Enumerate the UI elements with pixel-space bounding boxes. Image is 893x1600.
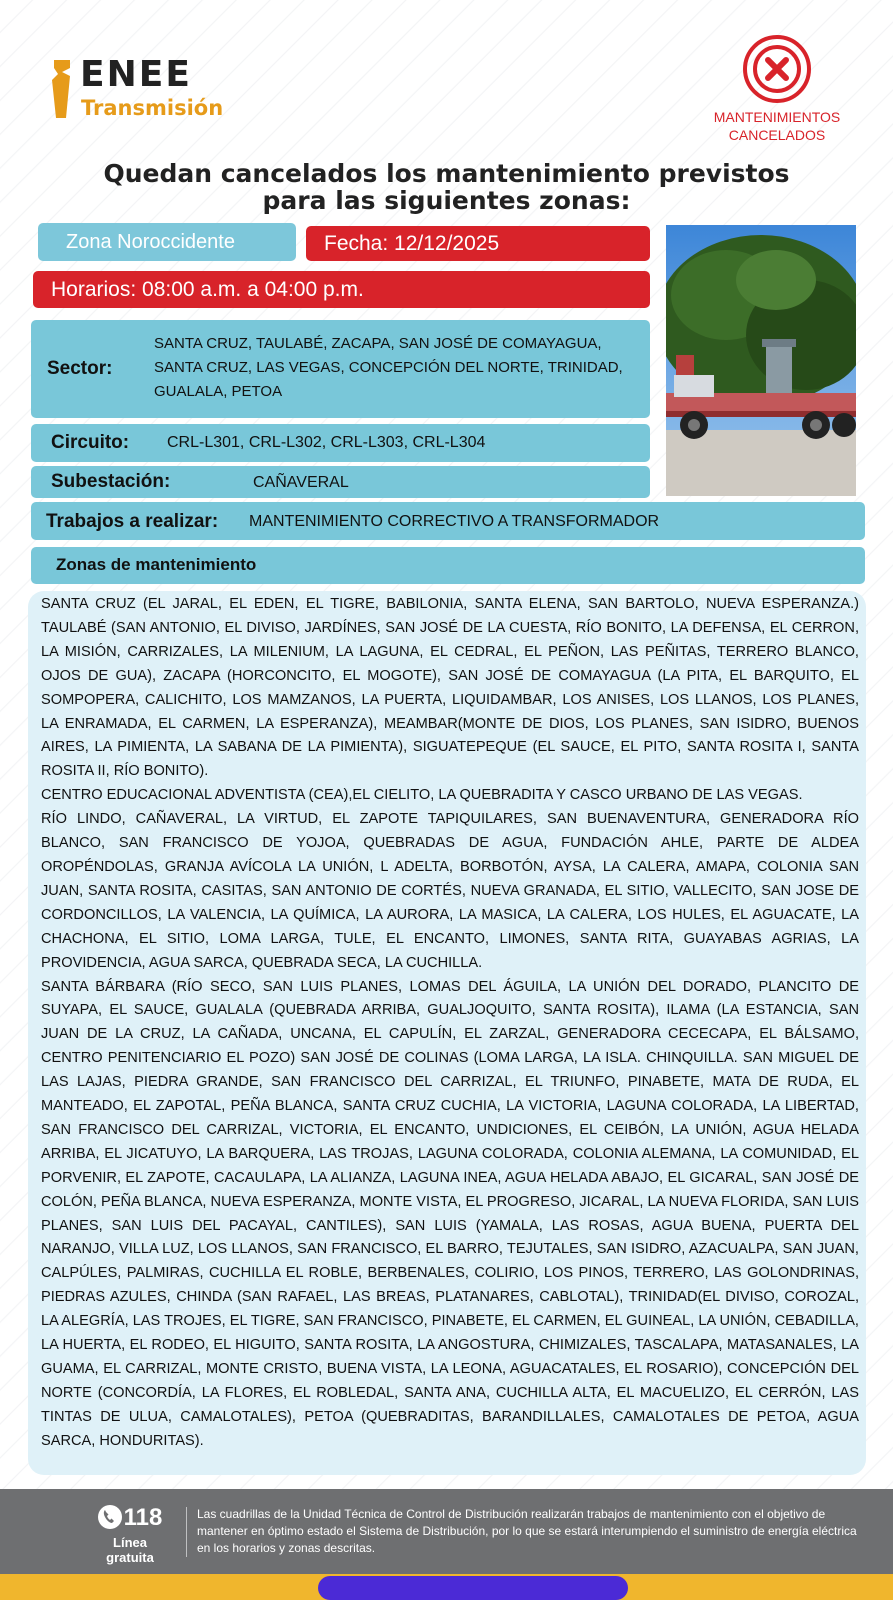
trabajos-value: MANTENIMIENTO CORRECTIVO A TRANSFORMADOR [249, 513, 660, 530]
headline-line-1: Quedan cancelados los mantenimiento previstos [103, 159, 790, 188]
zonas-label: Zonas de mantenimiento [56, 555, 257, 574]
logo-name: ENEE [80, 54, 192, 95]
transformer-truck-photo [666, 225, 856, 496]
badge-line-2: CANCELADOS [728, 127, 826, 143]
zonas-paragraph: RÍO LINDO, CAÑAVERAL, LA VIRTUD, EL ZAPOTE TAPIQUILARES, SAN BUENAVENTURA, GENERADORA RÍO BLANCO, SAN FRANCISCO DE YOJOA, QUEBRADAS DE AGUA, FUNDACIÓN AHLE, PARTE DE ALDEA OROPÉNDOLAS, GRANJA AVÍCOLA LA UNIÓN, L ADELTA, BORBOTÓN, AYSA, LA CALERA, AMAPA, COLONIA SAN JUAN, SANTA ROSITA, CASITAS, SAN ANTONIO DE CORTÉS, NUEVA GRANADA, EL SITIO, VALLECITO, SAN JOSE DE CORDONCILLOS, LA VALENCIA, LA QUÍMICA, LA AURORA, LA MASICA, LA CALERA, LOS HULES, EL AGUACATE, LA CHACHONA, EL SITIO, LOMA LARGA, TULE, EL ENCANTO, LIMONES, SANTA RITA, GUAYABAS AGRIAS, LA PROVIDENCIA, AGUA SARCA, QUEBRADA SECA, LA CUCHILLA. [41, 811, 859, 971]
footer [0, 1489, 893, 1574]
phone-icon [98, 1505, 122, 1529]
subestacion-box [31, 466, 650, 498]
badge-line-1: MANTENIMIENTOS [713, 109, 841, 125]
subestacion-value: CAÑAVERAL [253, 474, 349, 491]
enee-logo [52, 54, 242, 124]
zonas-list [28, 591, 866, 1475]
footer-divider [186, 1507, 187, 1557]
cancel-x-icon [742, 34, 812, 104]
headline-line-2: para las siguientes zonas: [262, 186, 631, 215]
fecha-pill: Fecha: 12/12/2025 [306, 226, 650, 261]
hotline [90, 1503, 170, 1565]
footer-message: Las cuadrillas de la Unidad Técnica de Control de Distribución realizarán trabajos de mantenimiento con el objetivo de mantener en óptimo estado el Sistema de Distribución, por lo que se estará interumpiendo el suministro de energía eléctrica en los horarios y zonas descritas. [197, 1507, 857, 1555]
trabajos-box [31, 502, 865, 540]
sector-value: SANTA CRUZ, TAULABÉ, ZACAPA, SAN JOSÉ DE COMAYAGUA, SANTA CRUZ, LAS VEGAS, CONCEPCIÓN DEL NORTE, TRINIDAD, GUALALA, PETOA [154, 335, 623, 400]
phone-number: 118 [123, 1504, 163, 1531]
enee-mark-icon [52, 60, 72, 118]
headline [40, 160, 853, 214]
zona-pill: Zona Noroccidente [38, 223, 296, 261]
zonas-paragraph: CENTRO EDUCACIONAL ADVENTISTA (CEA),EL CIELITO, LA QUEBRADITA Y CASCO URBANO DE LAS VEGAS. [41, 787, 803, 804]
zonas-paragraph: SANTA BÁRBARA (RÍO SECO, SAN LUIS PLANES, LOMAS DEL ÁGUILA, LA UNIÓN DEL DORADO, PLANCITO DE SUYAPA, EL SAUCE, GUALALA (QUEBRADA ARRIBA, GUALJOQUITO, SANTA ROSITA), ILAMA (LA ESTANCIA, SAN JUAN DE LA CRUZ, LA CAÑADA, UNCANA, EL CAPULÍN, EL ZARZAL, GENERADORA CECECAPA, EL BÁLSAMO, CENTRO PENITENCIARIO EL POZO) SAN JOSÉ DE COLINAS (LOMA LARGA, LA ISLA. CHINQUILLA. SAN MIGUEL DE LAS LAJAS, PIEDRA GRANDE, SAN FRANCISCO DEL CARRIZAL, EL TRIUNFO, PINABETE, MATA DE RUDA, EL MANTEADO, EL ZAPOTAL, PEÑA BLANCA, SANTA CRUZ CUCHIA, LA VICTORIA, LAGUNA COLORADA, LA LIBERTAD, SAN FRANCISCO DEL CARRIZAL, VICTORIA, EL ENCANTO, UNDICIONES, EL CEIBÓN, LA UNIÓN, AGUA HELADA ARRIBA, EL JICATUYO, LA BARQUERA, LAS TROJAS, LAGUNA COLORADA, COLONIA ALEMANA, LA COMUNIDAD, EL PORVENIR, EL ZAPOTE, CACAULAPA, LA ALIANZA, LAGUNA INEA, AGUA HELADA ABAJO, EL GICARAL, SAN JOSÉ DE COLÓN, PEÑA BLANCA, NUEVA ESPERANZA, MONTE VISTA, EL PROGRESO, JICARAL, LA NUEVA FLORIDA, SAN LUIS PLANES, SAN LUIS DEL PACAYAL, CANTILES), SAN LUIS (YAMALA, LAS ROSAS, AGUA BUENA, PUERTA DEL NARANJO, VILLA LUZ, LOS LLANOS, SAN FRANCISCO, EL BARRO, TEJUTALES, SAN ISIDRO, AZACUALPA, SAN JUAN, CALPÚLES, PALMIRAS, CUCHILLA EL ROBLE, BERBENALES, COLIRIO, LOS PINOS, TERRERO, LAS GOLONDRINAS, PIEDRAS AZULES, CHINDA (SAN RAFAEL, LAS BREAS, PLATANARES, CABLOTAL), TRINIDAD(EL DIVISO, COROZAL, LA ALEGRÍA, LAS TROJES, EL TIGRE, SAN FRANCISCO, PINABETE, EL CARMEN, EL GUINEAL, LA UNIÓN, CEBADILLA, LA HUERTA, EL RODEO, EL HIGUITO, SANTA ROSITA, LA ANGOSTURA, CHIMIZALES, TASCALAPA, MATASANALES, LA GUAMA, EL CARRIZAL, MONTE CRISTO, BUENA VISTA, LA LEONA, AGUACATALES, EL ROSARIO), CONCEPCIÓN DEL NORTE (CONCORDÍA, LA FLORES, EL ROBLEDAL, SANTA ANA, CUCHILLA ALTA, EL MACUELIZO, EL CERRÓN, LAS TINTAS DE ULUA, CAMALOTALES), PETOA (QUEBRADITAS, BARANDILLALES, CAMALOTALES DE PETOA, AGUA SARCA, HONDURITAS). [41, 978, 859, 1449]
sector-box [31, 320, 650, 418]
phone-label: Línea gratuita [106, 1535, 154, 1565]
circuito-value: CRL-L301, CRL-L302, CRL-L303, CRL-L304 [167, 434, 486, 451]
sector-label: Sector: [47, 358, 113, 379]
horarios-pill: Horarios: 08:00 a.m. a 04:00 p.m. [33, 271, 650, 308]
trabajos-label: Trabajos a realizar: [46, 511, 219, 532]
circuito-label: Circuito: [51, 432, 130, 453]
zonas-paragraph: SANTA CRUZ (EL JARAL, EL EDEN, EL TIGRE, BABILONIA, SANTA ELENA, SAN BARTOLO, NUEVA ESPERANZA.) TAULABÉ (SAN ANTONIO, EL DIVISO, JARDÍNES, SAN JOSÉ DE LA CUESTA, RÍO BONITO, LA DEFENSA, EL CERRON, LA MISIÓN, CARRIZALES, LA MILENIUM, LA LAGUNA, EL CEDRAL, EL PEÑON, LAS PEÑITAS, TERRERO BLANCO, OJOS DE GUA), ZACAPA (HORCONCITO, EL MOGOTE), SAN JOSÉ DE COMAYAGUA (LA PITA, EL BARQUITO, EL SOMPOPERA, CALICHITO, LOS MAMZANOS, LA PUERTA, LIQUIDAMBAR, LOS ANISES, LOS LLANOS, LOS PLANES, LA ENRAMADA, EL CARMEN, LA ESPERANZA), MEAMBAR(MONTE DE DIOS, LOS PLANES, SAN ISIDRO, BUENOS AIRES, LA PIMIENTA, LA SABANA DE LA PIMIENTA), SIGUATEPEQUE (EL SAUCE, EL PITO, SANTA ROSITA I, SANTA ROSITA II, RÍO BONITO). [41, 596, 859, 780]
subestacion-label: Subestación: [51, 471, 171, 492]
circuito-box [31, 424, 650, 462]
bottom-stripe [0, 1574, 893, 1600]
bottom-stripe-accent [318, 1576, 628, 1600]
cancel-badge [692, 34, 862, 146]
zonas-header [31, 547, 865, 584]
logo-subtitle: Transmisión [81, 96, 224, 120]
